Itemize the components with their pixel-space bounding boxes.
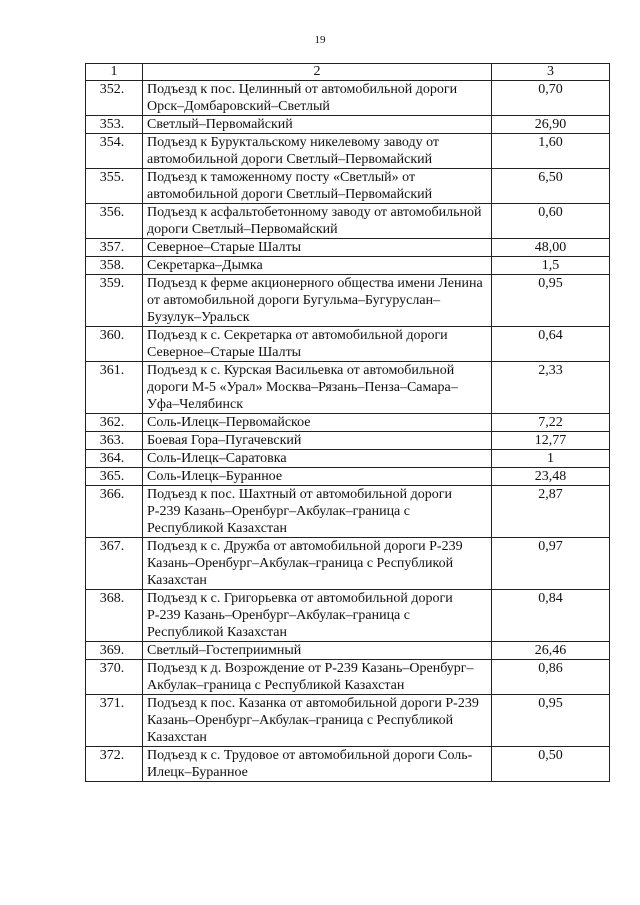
road-name: Подъезд к асфальтобетонному заводу от автомобильной дороги Светлый–Первомайский — [143, 204, 492, 239]
road-length: 0,70 — [492, 81, 610, 116]
road-name: Подъезд к с. Секретарка от автомобильной дороги Северное–Старые Шалты — [143, 327, 492, 362]
table-row — [86, 432, 610, 450]
road-name: Подъезд к с. Григорьевка от автомобильной дороги Р-239 Казань–Оренбург–Акбулак–граница с Республикой Казахстан — [143, 590, 492, 642]
row-number: 370. — [86, 660, 143, 695]
table-row — [86, 327, 610, 362]
row-number: 359. — [86, 275, 143, 327]
table-row — [86, 204, 610, 239]
road-length: 0,84 — [492, 590, 610, 642]
road-length: 0,50 — [492, 747, 610, 782]
road-name: Подъезд к таможенному посту «Светлый» от автомобильной дороги Светлый–Первомайский — [143, 169, 492, 204]
road-name: Секретарка–Дымка — [143, 257, 492, 275]
road-name: Подъезд к пос. Шахтный от автомобильной дороги Р-239 Казань–Оренбург–Акбулак–граница с Республикой Казахстан — [143, 486, 492, 538]
table-row — [86, 450, 610, 468]
table-row — [86, 660, 610, 695]
row-number: 369. — [86, 642, 143, 660]
road-length: 0,60 — [492, 204, 610, 239]
road-length: 2,87 — [492, 486, 610, 538]
row-number: 363. — [86, 432, 143, 450]
road-length: 7,22 — [492, 414, 610, 432]
road-name: Подъезд к пос. Казанка от автомобильной дороги Р-239 Казань–Оренбург–Акбулак–граница с Республикой Казахстан — [143, 695, 492, 747]
table-header-row — [86, 64, 610, 81]
road-name: Светлый–Первомайский — [143, 116, 492, 134]
row-number: 356. — [86, 204, 143, 239]
road-name: Северное–Старые Шалты — [143, 239, 492, 257]
road-length: 6,50 — [492, 169, 610, 204]
road-length: 2,33 — [492, 362, 610, 414]
row-number: 366. — [86, 486, 143, 538]
row-number: 365. — [86, 468, 143, 486]
row-number: 367. — [86, 538, 143, 590]
row-number: 353. — [86, 116, 143, 134]
row-number: 368. — [86, 590, 143, 642]
road-name: Подъезд к с. Дружба от автомобильной дороги Р-239 Казань–Оренбург–Акбулак–граница с Республикой Казахстан — [143, 538, 492, 590]
road-name: Светлый–Гостеприимный — [143, 642, 492, 660]
table-body — [86, 81, 610, 782]
road-length: 26,90 — [492, 116, 610, 134]
road-name: Подъезд к с. Трудовое от автомобильной дороги Соль-Илецк–Буранное — [143, 747, 492, 782]
row-number: 352. — [86, 81, 143, 116]
table-row — [86, 538, 610, 590]
table-row — [86, 257, 610, 275]
road-length: 1,60 — [492, 134, 610, 169]
road-name: Подъезд к с. Курская Васильевка от автомобильной дороги М-5 «Урал» Москва–Рязань–Пенза–Самара–Уфа–Челябинск — [143, 362, 492, 414]
row-number: 360. — [86, 327, 143, 362]
column-header: 3 — [492, 64, 610, 81]
row-number: 355. — [86, 169, 143, 204]
row-number: 362. — [86, 414, 143, 432]
road-length: 0,97 — [492, 538, 610, 590]
road-name: Соль-Илецк–Первомайское — [143, 414, 492, 432]
table-row — [86, 414, 610, 432]
road-length: 0,64 — [492, 327, 610, 362]
road-length: 0,95 — [492, 275, 610, 327]
road-length: 1 — [492, 450, 610, 468]
road-name: Боевая Гора–Пугачевский — [143, 432, 492, 450]
road-length: 26,46 — [492, 642, 610, 660]
row-number: 371. — [86, 695, 143, 747]
roads-table — [85, 63, 610, 782]
table-row — [86, 275, 610, 327]
road-length: 48,00 — [492, 239, 610, 257]
table-row — [86, 116, 610, 134]
table-row — [86, 362, 610, 414]
row-number: 354. — [86, 134, 143, 169]
table-row — [86, 169, 610, 204]
table-row — [86, 468, 610, 486]
table-row — [86, 81, 610, 116]
table-row — [86, 486, 610, 538]
road-name: Подъезд к пос. Целинный от автомобильной дороги Орск–Домбаровский–Светлый — [143, 81, 492, 116]
road-length: 23,48 — [492, 468, 610, 486]
row-number: 357. — [86, 239, 143, 257]
row-number: 361. — [86, 362, 143, 414]
road-length: 0,86 — [492, 660, 610, 695]
table-row — [86, 239, 610, 257]
road-length: 1,5 — [492, 257, 610, 275]
table-row — [86, 590, 610, 642]
road-length: 0,95 — [492, 695, 610, 747]
road-name: Подъезд к ферме акционерного общества имени Ленина от автомобильной дороги Бугульма–Бугуруслан–Бузулук–Уральск — [143, 275, 492, 327]
column-header: 1 — [86, 64, 143, 81]
road-name: Подъезд к д. Возрождение от Р-239 Казань–Оренбург–Акбулак–граница с Республикой Казахстан — [143, 660, 492, 695]
row-number: 358. — [86, 257, 143, 275]
column-header: 2 — [143, 64, 492, 81]
table-row — [86, 695, 610, 747]
row-number: 364. — [86, 450, 143, 468]
road-length: 12,77 — [492, 432, 610, 450]
row-number: 372. — [86, 747, 143, 782]
table-row — [86, 642, 610, 660]
page-number: 19 — [314, 34, 326, 46]
table-row — [86, 134, 610, 169]
table-row — [86, 747, 610, 782]
road-name: Соль-Илецк–Буранное — [143, 468, 492, 486]
road-name: Соль-Илецк–Саратовка — [143, 450, 492, 468]
road-name: Подъезд к Буруктальскому никелевому заводу от автомобильной дороги Светлый–Первомайский — [143, 134, 492, 169]
